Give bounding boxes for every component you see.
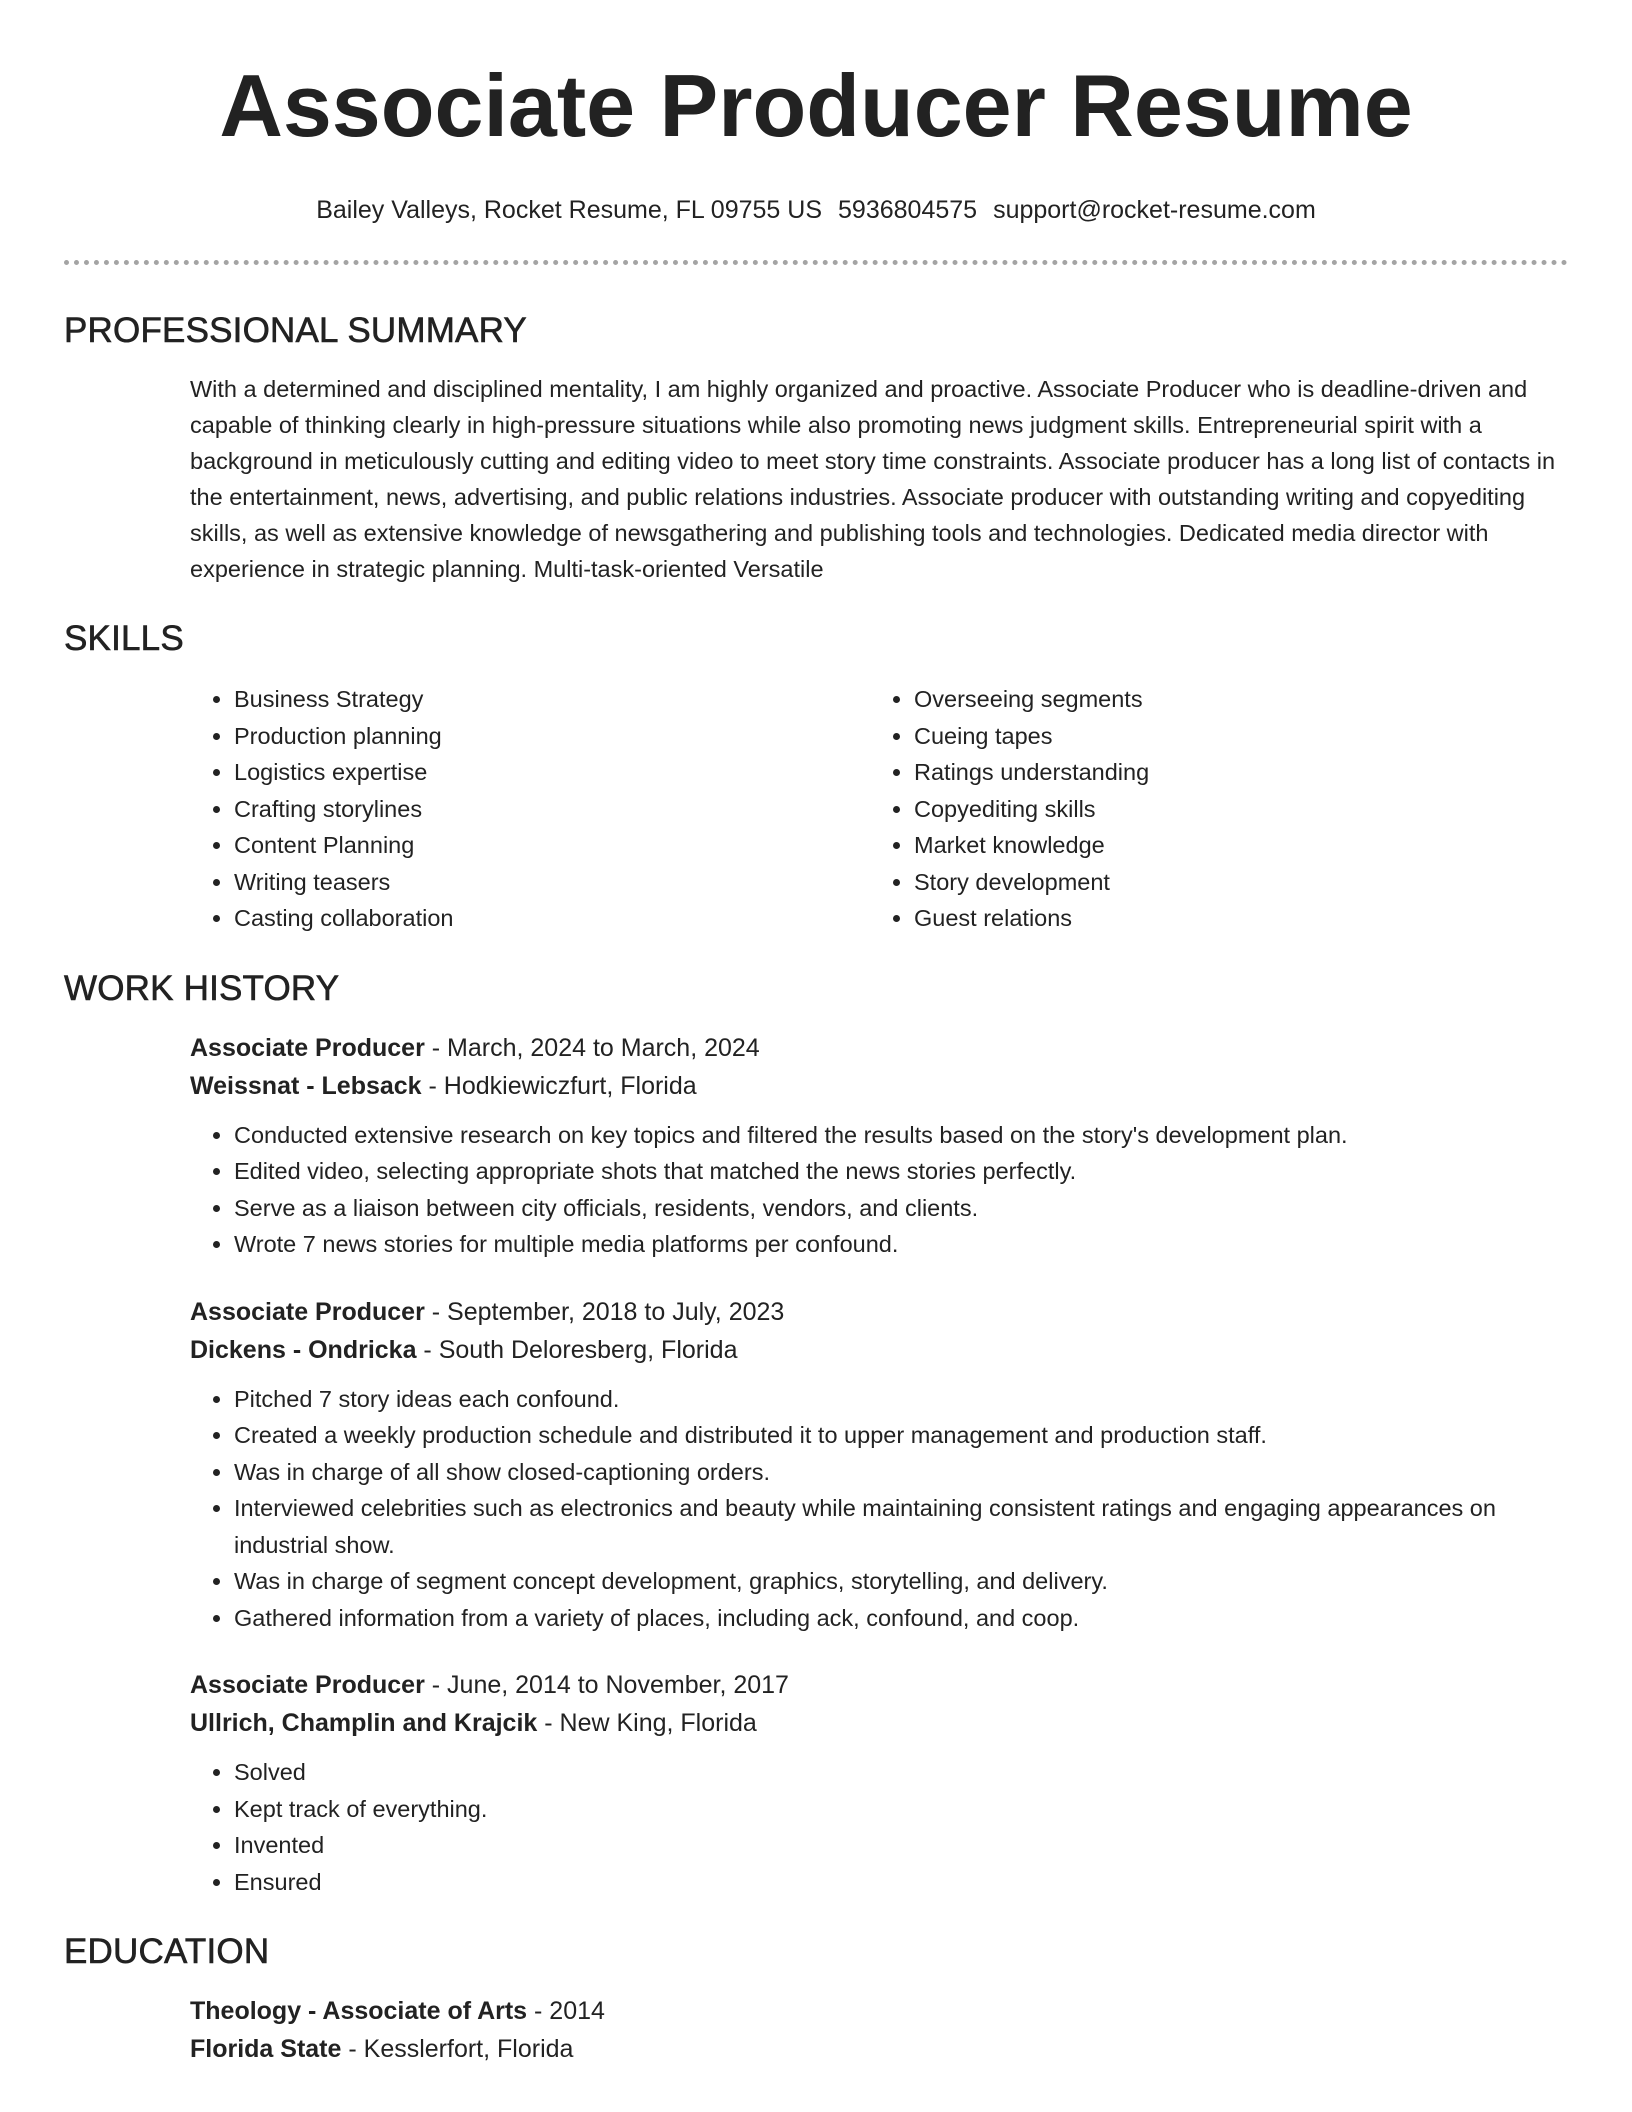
job-bullet: • Pitched 7 story ideas each confound. — [234, 1381, 1568, 1418]
education-degree-line — [190, 1992, 1568, 2030]
work-history-heading: WORK HISTORY — [64, 968, 340, 1008]
education-degree: Theology - Associate of Arts — [190, 1997, 528, 2025]
job-company-line — [190, 1331, 1568, 1369]
job-company-line — [190, 1067, 1568, 1105]
skills-column-right — [870, 681, 1149, 937]
job-bullet: • Invented — [234, 1827, 1568, 1864]
skills-list — [190, 681, 1568, 937]
job-bullet: • Conducted extensive research on key topics and filtered the results based on the story's development plan. — [234, 1117, 1568, 1154]
job-title: Associate Producer — [190, 1671, 425, 1699]
skill-item: • Production planning — [234, 718, 870, 755]
job-location: - South Deloresberg, Florida — [416, 1335, 738, 1364]
education-location: - Kesslerfort, Florida — [341, 2035, 574, 2063]
job-bullet: • Gathered information from a variety of places, including ack, confound, and coop. — [234, 1600, 1568, 1637]
job-entry — [190, 1666, 1568, 1900]
contact-address: Bailey Valleys, Rocket Resume, FL 09755 US — [316, 196, 823, 224]
job-title-line — [190, 1293, 1568, 1331]
job-location: - New King, Florida — [537, 1709, 757, 1737]
contact-email: support@rocket-resume.com — [993, 196, 1316, 224]
skills-heading: SKILLS — [64, 619, 184, 658]
summary-text: With a determined and disciplined mentality, I am highly organized and proactive. Associate Producer who is deadline-driven and capable of thinking clearly in high-pressure situations while also promoting news judgment skills. Entrepreneurial spirit with a background in meticulously cutting and editing video to meet story time constraints. Associate producer has a long list of contacts in the entertainment, news, advertising, and public relations industries. Associate producer with outstanding writing and copyediting skills, as well as extensive knowledge of newsgathering and publishing tools and technologies. Dedicated media director with experience in strategic planning. Multi-task-oriented Versatile — [190, 376, 1556, 582]
skill-item: • Business Strategy — [234, 681, 870, 718]
skill-item: • Market knowledge — [914, 827, 1149, 864]
job-title-line — [190, 1666, 1568, 1704]
skill-item: • Guest relations — [914, 900, 1149, 937]
contact-phone: 5936804575 — [838, 196, 978, 224]
education-heading: EDUCATION — [64, 1932, 270, 1971]
skill-item: • Copyediting skills — [914, 791, 1149, 828]
job-title: Associate Producer — [190, 1033, 425, 1062]
job-bullets — [190, 1117, 1568, 1263]
education-school: Florida State — [190, 2035, 342, 2063]
education-school-line — [190, 2030, 1568, 2068]
job-dates: - September, 2018 to July, 2023 — [424, 1297, 785, 1326]
job-bullet: • Edited video, selecting appropriate shots that matched the news stories perfectly. — [234, 1153, 1568, 1190]
skill-item: • Crafting storylines — [234, 791, 870, 828]
job-entry — [190, 1293, 1568, 1637]
job-bullet: • Solved — [234, 1754, 1568, 1791]
skills-column-left — [190, 681, 870, 937]
header-divider — [64, 260, 1568, 265]
job-dates: - March, 2024 to March, 2024 — [424, 1033, 760, 1062]
job-bullets — [190, 1754, 1568, 1900]
skill-item: • Content Planning — [234, 827, 870, 864]
skill-item: • Logistics expertise — [234, 754, 870, 791]
skill-item: • Ratings understanding — [914, 754, 1149, 791]
job-company: Ullrich, Champlin and Krajcik — [190, 1709, 538, 1737]
job-entry — [190, 1029, 1568, 1263]
job-bullet: • Serve as a liaison between city officials, residents, vendors, and clients. — [234, 1190, 1568, 1227]
page-title: Associate Producer Resume — [219, 56, 1413, 155]
job-title-line — [190, 1029, 1568, 1067]
job-bullet: • Wrote 7 news stories for multiple media platforms per confound. — [234, 1226, 1568, 1263]
job-bullet: • Was in charge of all show closed-captioning orders. — [234, 1454, 1568, 1491]
job-bullet: • Created a weekly production schedule and distributed it to upper management and production staff. — [234, 1417, 1568, 1454]
job-company: Weissnat - Lebsack — [190, 1071, 422, 1100]
job-bullet: • Interviewed celebrities such as electronics and beauty while maintaining consistent ratings and engaging appearances on industrial show. — [234, 1490, 1568, 1563]
skill-item: • Overseeing segments — [914, 681, 1149, 718]
job-company: Dickens - Ondricka — [190, 1335, 417, 1364]
skill-item: • Writing teasers — [234, 864, 870, 901]
contact-line — [64, 194, 1568, 226]
job-bullet: • Kept track of everything. — [234, 1791, 1568, 1828]
job-title: Associate Producer — [190, 1297, 425, 1326]
summary-heading: PROFESSIONAL SUMMARY — [64, 311, 527, 350]
skill-item: • Casting collaboration — [234, 900, 870, 937]
job-location: - Hodkiewiczfurt, Florida — [421, 1071, 697, 1100]
job-dates: - June, 2014 to November, 2017 — [424, 1671, 789, 1699]
job-bullet: • Was in charge of segment concept development, graphics, storytelling, and delivery. — [234, 1563, 1568, 1600]
skill-item: • Story development — [914, 864, 1149, 901]
skill-item: • Cueing tapes — [914, 718, 1149, 755]
job-bullet: • Ensured — [234, 1864, 1568, 1901]
education-year: - 2014 — [527, 1997, 605, 2025]
education-entry — [190, 1992, 1568, 2068]
job-company-line — [190, 1704, 1568, 1742]
job-bullets — [190, 1381, 1568, 1637]
